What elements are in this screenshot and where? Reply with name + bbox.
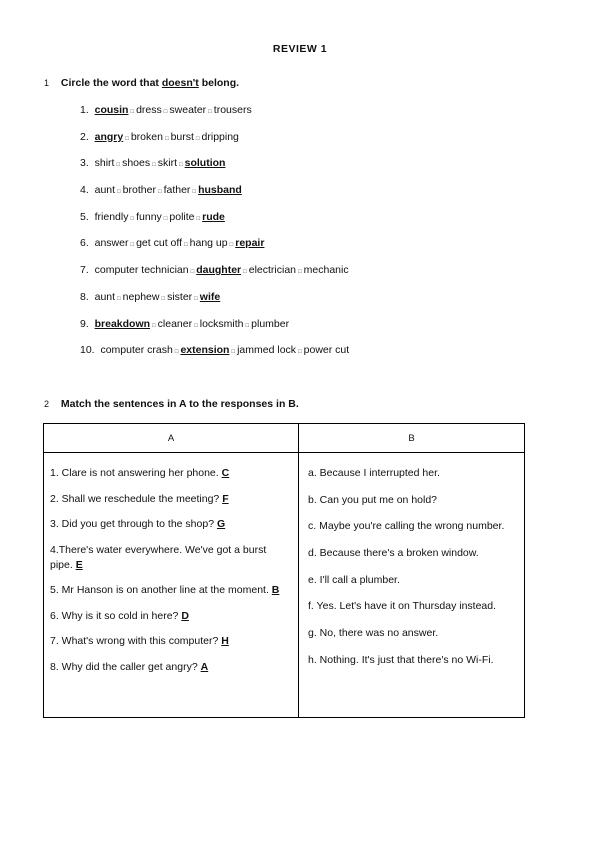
column-b-header: B xyxy=(299,424,525,453)
item-number: 10. xyxy=(80,344,95,357)
response-item: g. No, there was no answer. xyxy=(308,627,439,640)
matching-table xyxy=(43,423,525,718)
separator-box: □ xyxy=(184,242,188,249)
option-word: father xyxy=(163,184,191,197)
option-word: nephew xyxy=(122,290,160,303)
separator-box: □ xyxy=(208,109,212,115)
match-answer: E xyxy=(75,558,83,571)
separator-box: □ xyxy=(117,189,121,196)
sentence-text: 5. Mr Hanson is on another line at the moment. xyxy=(50,584,272,596)
option-word: sister xyxy=(167,290,193,303)
option-word: computer technician xyxy=(94,264,189,277)
separator-box: □ xyxy=(229,242,234,249)
word-list-item xyxy=(80,125,349,152)
sentence-item xyxy=(50,517,291,532)
option-word: aunt xyxy=(94,290,116,303)
separator-box: □ xyxy=(164,135,169,142)
response-item: b. Can you put me on hold? xyxy=(308,493,438,506)
word-list-item xyxy=(80,98,349,125)
sentence-item xyxy=(50,583,291,598)
sentence-text: 3. Did you get through to the shop? xyxy=(50,518,217,530)
separator-box: □ xyxy=(196,215,201,222)
question-number: 1 xyxy=(44,78,50,88)
option-word: jammed lock xyxy=(237,344,297,357)
option-word: brother xyxy=(122,184,156,197)
separator-box: □ xyxy=(243,269,247,276)
answer-word: angry xyxy=(94,130,124,143)
option-word: dress xyxy=(136,104,162,116)
sentence-text: 8. Why did the caller get angry? xyxy=(50,660,201,673)
separator-box: □ xyxy=(152,162,156,169)
column-b-cell xyxy=(299,453,525,718)
option-word: answer xyxy=(94,237,129,250)
separator-box: □ xyxy=(194,295,198,302)
sentence-item xyxy=(50,543,291,573)
word-list-item xyxy=(80,285,349,312)
sentence-item xyxy=(50,609,291,624)
word-list-item xyxy=(80,178,349,205)
sentence-item xyxy=(50,634,291,649)
option-word: hang up xyxy=(189,237,228,250)
sentence-text: 2. Shall we reschedule the meeting? xyxy=(50,492,223,505)
column-a-header: A xyxy=(44,424,299,453)
separator-box: □ xyxy=(245,322,250,329)
response-item: c. Maybe you're calling the wrong number. xyxy=(308,520,505,533)
separator-box: □ xyxy=(130,215,135,222)
match-answer: G xyxy=(216,518,226,530)
separator-box: □ xyxy=(157,189,162,196)
response-item: d. Because there's a broken window. xyxy=(308,547,479,560)
option-word: shoes xyxy=(122,157,151,170)
match-answer: C xyxy=(221,467,230,479)
option-word: mechanic xyxy=(303,264,349,277)
response-item: e. I'll call a plumber. xyxy=(308,573,400,586)
option-word: cleaner xyxy=(157,317,193,330)
instruction-suffix: belong. xyxy=(198,77,240,89)
sentence-item xyxy=(50,466,291,481)
sentence-text: 7. What's wrong with this computer? xyxy=(50,635,222,647)
option-word: polite xyxy=(169,210,195,223)
instruction-text: Match the sentences in A to the responses in B. xyxy=(60,398,299,410)
item-number: 2. xyxy=(80,130,89,143)
separator-box: □ xyxy=(117,295,121,302)
separator-box: □ xyxy=(194,322,198,329)
option-word: burst xyxy=(170,130,194,143)
answer-word: repair xyxy=(235,237,265,250)
column-a-cell xyxy=(44,453,299,718)
option-word: aunt xyxy=(94,184,116,197)
item-number: 4. xyxy=(80,184,89,197)
option-word: locksmith xyxy=(199,317,244,330)
sentence-text: 1. Clare is not answering her phone. xyxy=(50,467,222,479)
option-word: electrician xyxy=(248,264,297,277)
item-number: 5. xyxy=(80,210,89,223)
word-list-item xyxy=(80,258,349,285)
match-answer: B xyxy=(271,584,280,596)
answer-word: wife xyxy=(199,290,221,303)
answer-word: cousin xyxy=(94,104,129,116)
separator-box: □ xyxy=(298,349,302,356)
match-answer: D xyxy=(181,609,189,622)
sentence-item xyxy=(50,660,291,675)
response-item: a. Because I interrupted her. xyxy=(308,467,440,479)
page-title: REVIEW 1 xyxy=(272,43,328,55)
option-word: power cut xyxy=(303,344,350,357)
separator-box: □ xyxy=(116,162,121,169)
question-2-heading xyxy=(44,398,299,410)
option-word: sweater xyxy=(169,104,207,116)
match-answer: F xyxy=(222,492,229,505)
option-word: skirt xyxy=(157,157,177,170)
separator-box: □ xyxy=(174,349,179,356)
separator-box: □ xyxy=(125,135,129,142)
separator-box: □ xyxy=(152,322,156,329)
answer-word: rude xyxy=(202,210,225,223)
option-word: friendly xyxy=(94,210,129,223)
separator-box: □ xyxy=(163,109,168,115)
separator-box: □ xyxy=(231,349,236,356)
word-list-item xyxy=(80,231,349,258)
option-word: shirt xyxy=(94,157,115,170)
item-number: 7. xyxy=(80,264,89,277)
separator-box: □ xyxy=(192,189,197,196)
response-item: h. Nothing. It's just that there's no Wi-Fi. xyxy=(308,653,494,666)
separator-box: □ xyxy=(195,135,200,142)
word-list-item xyxy=(80,151,349,178)
instruction-underlined: doesn't xyxy=(161,77,199,89)
word-list xyxy=(80,98,349,365)
word-list-item xyxy=(80,312,349,339)
answer-word: daughter xyxy=(196,264,242,277)
item-number: 9. xyxy=(80,317,89,330)
answer-word: extension xyxy=(180,344,230,357)
option-word: broken xyxy=(130,130,163,143)
option-word: trousers xyxy=(213,104,252,116)
question-1-heading xyxy=(44,77,239,89)
separator-box: □ xyxy=(190,269,195,276)
answer-word: breakdown xyxy=(94,317,151,330)
word-list-item xyxy=(80,205,349,232)
option-word: plumber xyxy=(251,317,290,330)
option-word: funny xyxy=(136,210,162,223)
separator-box: □ xyxy=(130,109,135,115)
question-number: 2 xyxy=(44,399,50,409)
option-word: get cut off xyxy=(136,237,183,250)
sentence-item xyxy=(50,492,291,507)
match-answer: H xyxy=(221,635,229,647)
item-number: 3. xyxy=(80,157,89,170)
word-list-item xyxy=(80,338,349,365)
item-number: 8. xyxy=(80,290,89,303)
sentence-text: 6. Why is it so cold in here? xyxy=(50,609,182,622)
answer-word: solution xyxy=(184,157,226,170)
separator-box: □ xyxy=(161,295,166,302)
separator-box: □ xyxy=(130,242,135,249)
separator-box: □ xyxy=(163,215,168,222)
instruction-prefix: Circle the word that xyxy=(60,77,162,89)
sentence-text: 4.There's water everywhere. We've got a burst pipe. xyxy=(50,543,267,571)
separator-box: □ xyxy=(178,162,183,169)
option-word: computer crash xyxy=(100,344,173,357)
item-number: 6. xyxy=(80,237,89,250)
answer-word: husband xyxy=(198,184,242,197)
option-word: dripping xyxy=(201,130,239,143)
item-number: 1. xyxy=(80,104,89,116)
separator-box: □ xyxy=(298,269,302,276)
response-item: f. Yes. Let's have it on Thursday instead. xyxy=(308,600,497,613)
match-answer: A xyxy=(200,660,209,673)
